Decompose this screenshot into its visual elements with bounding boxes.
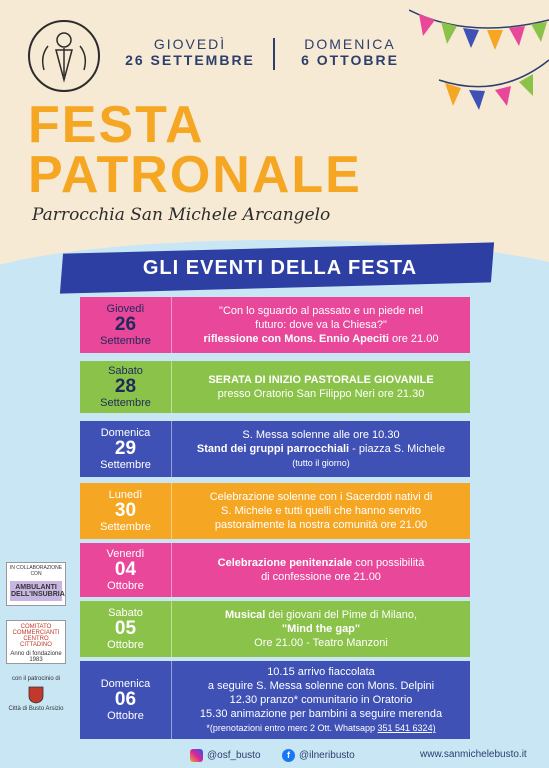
event-day-number: 26	[114, 314, 137, 335]
event-weekday: Domenica	[100, 678, 151, 690]
facebook-link[interactable]: f @ilneribusto	[282, 749, 355, 762]
event-weekday: Sabato	[108, 365, 143, 377]
end-day: DOMENICA	[304, 36, 396, 52]
event-date	[80, 297, 172, 353]
event-month: Ottobre	[107, 710, 144, 722]
instagram-link[interactable]: @osf_busto	[190, 749, 261, 762]
event-row	[80, 601, 470, 657]
event-row	[80, 661, 470, 739]
event-row	[80, 483, 470, 539]
footer	[0, 740, 549, 768]
event-description: Celebrazione solenne con i Sacerdoti nativi di S. Michele e tutti quelli che hanno servito pastoralmente la nostra comunità ore 21.00	[209, 491, 433, 531]
event-description: S. Messa solenne alle ore 10.30 Stand dei gruppi parrocchiali - piazza S. Michele (tutto il giorno)	[196, 429, 446, 468]
website-link[interactable]: www.sanmichelebusto.it	[420, 749, 527, 760]
saint-michael-logo	[28, 20, 100, 92]
date-separator	[273, 38, 275, 70]
event-month: Ottobre	[107, 580, 144, 592]
event-weekday: Lunedì	[108, 489, 143, 501]
parish-subtitle: Parrocchia San Michele Arcangelo	[32, 205, 331, 225]
event-day-number: 28	[114, 376, 137, 397]
event-month: Settembre	[100, 335, 151, 347]
event-weekday: Giovedì	[106, 303, 145, 315]
event-row	[80, 361, 470, 413]
event-day-number: 05	[114, 618, 137, 639]
event-month: Settembre	[100, 397, 151, 409]
event-weekday: Sabato	[108, 607, 143, 619]
event-date	[80, 543, 172, 597]
event-date	[80, 661, 172, 739]
bunting-decoration	[409, 0, 549, 150]
event-row	[80, 297, 470, 353]
festival-title	[28, 96, 362, 204]
start-day: GIOVEDÌ	[153, 36, 227, 52]
event-row	[80, 543, 470, 597]
city-crest-icon	[28, 686, 44, 704]
event-date	[80, 421, 172, 477]
event-description: 10.15 arrivo fiaccolata a seguire S. Messa solenne con Mons. Delpini 12.30 pranzo* comunitario in Oratorio 15.30 animazione per bambini a seguire merenda *(prenotazioni entro merc 2 Ott. Whatsapp 351 541 6324)	[199, 666, 443, 733]
event-description: Celebrazione penitenziale con possibilità di confessione ore 21.00	[217, 557, 425, 583]
event-month: Ottobre	[107, 639, 144, 651]
facebook-icon: f	[282, 749, 295, 762]
event-date	[80, 601, 172, 657]
event-date	[80, 361, 172, 413]
sponsor-comitato: COMITATO COMMERCIANTI CENTRO CITTADINO Anno di fondazione 1983	[6, 620, 66, 664]
events-banner-text: GLI EVENTI DELLA FESTA	[142, 257, 418, 279]
sponsor-patrocinio: con il patrocinio di Città di Busto Arsizio	[8, 676, 64, 712]
event-row	[80, 421, 470, 477]
event-day-number: 04	[114, 559, 137, 580]
start-date: 26 SETTEMBRE	[125, 52, 255, 68]
event-description: SERATA DI INIZIO PASTORALE GIOVANILE presso Oratorio San Filippo Neri ore 21.30	[208, 374, 434, 400]
instagram-icon	[190, 749, 203, 762]
event-day-number: 06	[114, 689, 137, 710]
sponsor-ambulanti: IN COLLABORAZIONE CON AMBULANTI DELL'INSUBRIA	[6, 562, 66, 606]
event-description: Musical dei giovani del Pime di Milano, "Mind the gap" Ore 21.00 - Teatro Manzoni	[225, 609, 417, 649]
event-description: "Con lo sguardo al passato e un piede nel futuro: dove va la Chiesa?" riflessione con Mons. Ennio Apeciti ore 21.00	[203, 305, 439, 345]
event-month: Settembre	[100, 459, 151, 471]
event-weekday: Domenica	[100, 427, 151, 439]
title-line-1: FESTA	[28, 96, 205, 154]
event-day-number: 30	[114, 500, 137, 521]
event-weekday: Venerdì	[106, 548, 145, 560]
title-line-2: PATRONALE	[28, 146, 362, 204]
event-day-number: 29	[114, 438, 137, 459]
end-date: 6 OTTOBRE	[301, 52, 399, 68]
event-month: Settembre	[100, 521, 151, 533]
event-date	[80, 483, 172, 539]
